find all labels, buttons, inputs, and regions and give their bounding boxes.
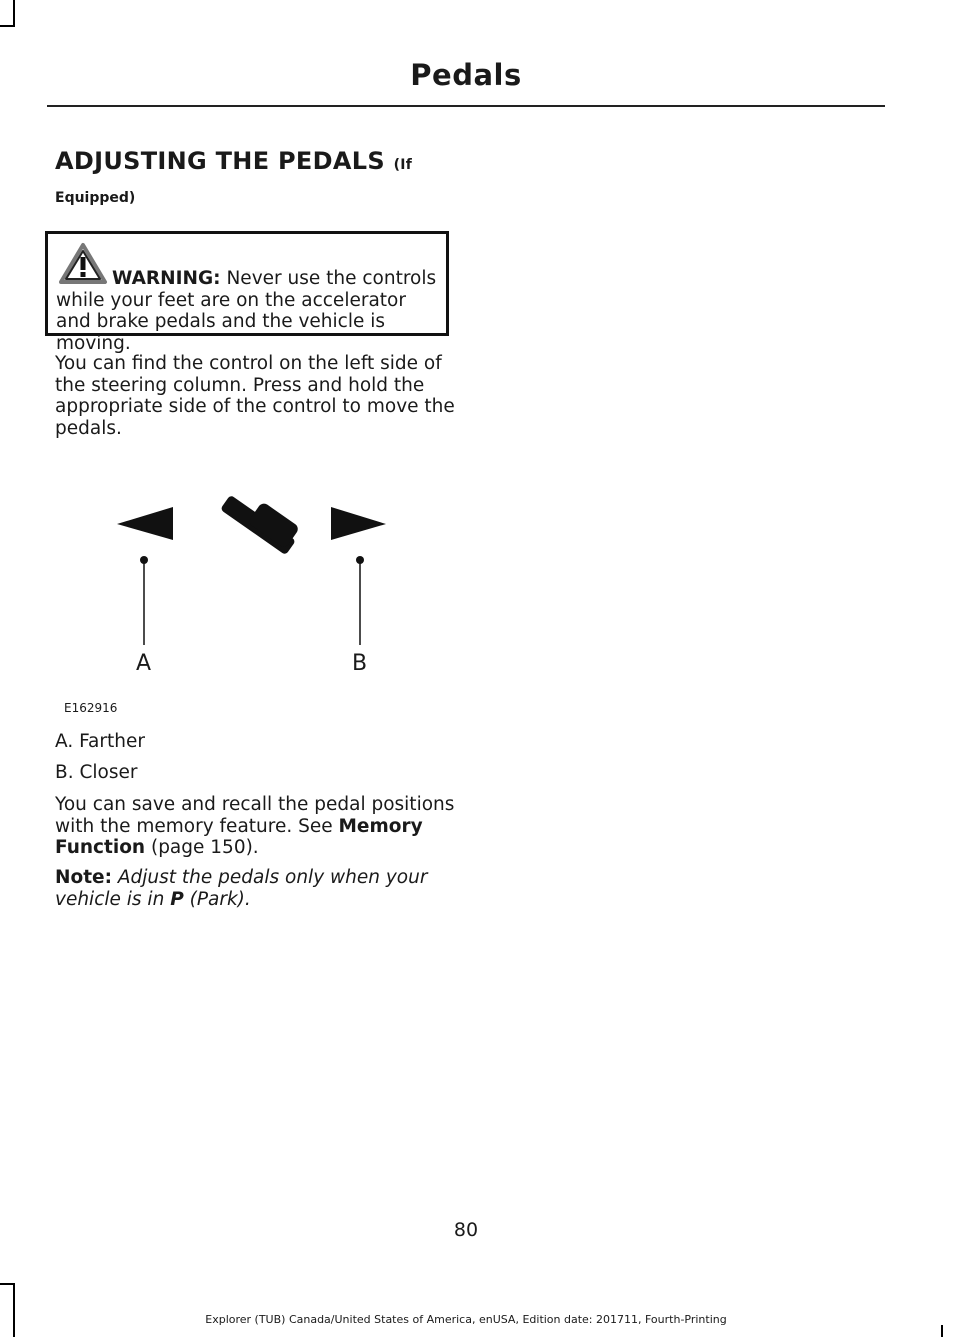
memory-text: You can save and recall the pedal positions with the memory feature. See — [55, 794, 455, 837]
figure-label-b: B — [352, 651, 368, 676]
paragraph-control-location: You can find the control on the left side of the steering column. Press and hold the appropriate side of the control to move the pedals. — [55, 353, 455, 439]
pedal-control-figure — [55, 490, 455, 720]
figure-image-id: E162916 — [64, 701, 118, 715]
note-text: Adjust the pedals only when your vehicle is in — [55, 867, 428, 910]
section-title-text: ADJUSTING THE PEDALS — [55, 147, 385, 175]
note-gear-p: P — [170, 888, 184, 910]
note-paragraph — [55, 867, 455, 910]
note-label: Note: — [55, 867, 112, 888]
crop-mark — [13, 1283, 15, 1337]
page-header-title: Pedals — [410, 58, 522, 92]
header-divider — [47, 105, 885, 107]
section-subtitle: Equipped) — [55, 190, 136, 206]
note-text-end: (Park). — [183, 888, 251, 910]
crop-mark — [0, 25, 15, 27]
legend-item-b: B. Closer — [55, 762, 138, 783]
memory-page-ref: (page 150). — [145, 837, 259, 858]
figure-graphic — [55, 490, 455, 690]
figure-label-a: A — [136, 651, 152, 676]
arrow-right-icon — [331, 507, 386, 540]
page-number: 80 — [453, 1219, 479, 1241]
paragraph-memory — [55, 794, 455, 859]
warning-box — [45, 231, 449, 354]
warning-label: WARNING: — [112, 268, 221, 289]
crop-mark — [13, 0, 15, 27]
arrow-left-icon — [117, 507, 173, 540]
pedal-icon — [220, 490, 303, 555]
crop-mark — [0, 1283, 15, 1285]
page-footer: Explorer (TUB) Canada/United States of America, enUSA, Edition date: 201711, Fourth-Printing — [205, 1313, 727, 1326]
warning-message: Never use the controls while your feet are on the accelerator and brake pedals and the vehicle is moving. — [56, 268, 437, 354]
warning-text — [56, 268, 440, 354]
legend-item-a: A. Farther — [55, 731, 145, 752]
section-title-suffix: (If — [393, 157, 413, 173]
memory-function-link[interactable]: Memory Function — [55, 815, 423, 858]
crop-mark — [941, 1325, 943, 1337]
section-title — [55, 147, 412, 175]
